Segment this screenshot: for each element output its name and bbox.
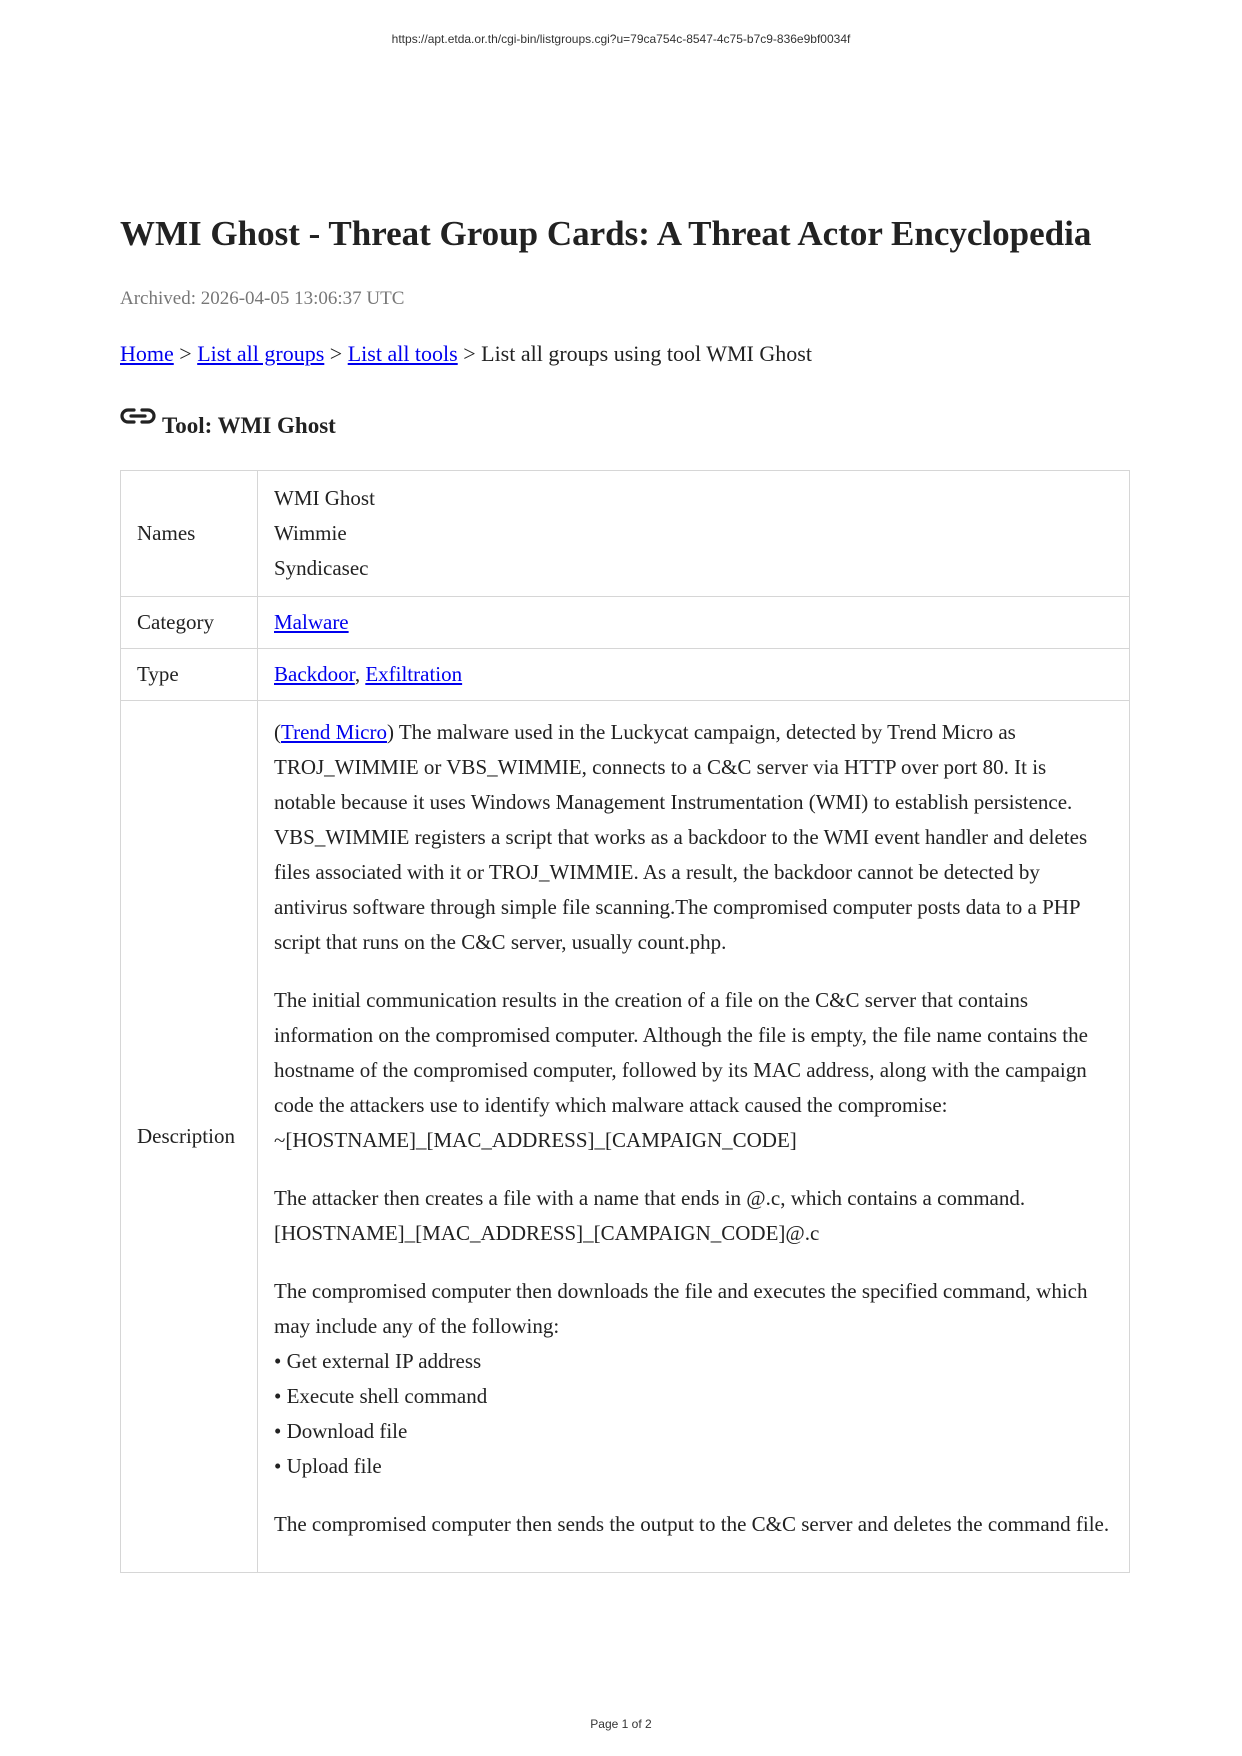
description-paragraph <box>274 1274 1113 1484</box>
type-value <box>258 649 1130 701</box>
type-exfiltration-link[interactable]: Exfiltration <box>365 662 463 686</box>
description-label: Description <box>121 701 258 1573</box>
breadcrumb-home-link[interactable]: Home <box>120 341 174 366</box>
names-value <box>258 471 1130 597</box>
tool-title: Tool: WMI Ghost <box>162 413 336 438</box>
bullet-item: • Download file <box>274 1419 408 1443</box>
breadcrumb-groups-link[interactable]: List all groups <box>197 341 325 366</box>
tool-heading <box>120 404 336 440</box>
print-header-url: https://apt.etda.or.th/cgi-bin/listgroups.cgi?u=79ca754c-8547-4c75-b7c9-836e9bf0034f <box>391 32 851 46</box>
description-text: The attacker then creates a file with a name that ends in @.c, which contains a command. <box>274 1186 1026 1210</box>
description-code: ~[HOSTNAME]_[MAC_ADDRESS]_[CAMPAIGN_CODE] <box>274 1128 797 1152</box>
page-number: Page 1 of 2 <box>590 1717 652 1731</box>
name-item: Wimmie <box>274 521 347 545</box>
description-value <box>258 701 1130 1573</box>
description-paragraph <box>274 983 1113 1158</box>
breadcrumb-tools-link[interactable]: List all tools <box>347 341 458 366</box>
category-value <box>258 597 1130 649</box>
table-row-names <box>121 471 1130 597</box>
link-icon <box>120 404 156 428</box>
description-text: ) The malware used in the Luckycat campaign, detected by Trend Micro as TROJ_WIMMIE or VBS_WIMMIE, connects to a C&C server via HTTP over port 80. It is notable because it uses Windows Management Instrumentation (WMI) to establish persistence. VBS_WIMMIE registers a script that works as a backdoor to the WMI event handler and deletes files associated with it or TROJ_WIMMIE. As a result, the backdoor cannot be detected by antivirus software through simple file scanning.The compromised computer posts data to a PHP script that runs on the C&C server, usually count.php. <box>274 720 1088 954</box>
archived-timestamp: Archived: 2026-04-05 13:06:37 UTC <box>120 288 405 309</box>
category-label: Category <box>121 597 258 649</box>
breadcrumb-separator: > <box>173 341 198 366</box>
breadcrumb-separator: > <box>324 341 348 366</box>
table-row-description <box>121 701 1130 1573</box>
bullet-item: • Execute shell command <box>274 1384 488 1408</box>
description-paragraph <box>274 1507 1113 1542</box>
type-separator: , <box>354 662 366 686</box>
bullet-item: • Upload file <box>274 1454 382 1478</box>
page-title: WMI Ghost - Threat Group Cards: A Threat Actor Encyclopedia <box>120 214 1092 253</box>
bullet-item: • Get external IP address <box>274 1349 482 1373</box>
table-row-type <box>121 649 1130 701</box>
category-malware-link[interactable]: Malware <box>274 610 349 634</box>
description-code: [HOSTNAME]_[MAC_ADDRESS]_[CAMPAIGN_CODE]@.c <box>274 1221 820 1245</box>
breadcrumb-current: > List all groups using tool WMI Ghost <box>457 341 812 366</box>
trend-micro-link[interactable]: Trend Micro <box>281 720 387 744</box>
type-backdoor-link[interactable]: Backdoor <box>274 662 355 686</box>
tool-info-table <box>120 470 1130 1573</box>
table-row-category <box>121 597 1130 649</box>
description-paragraph <box>274 715 1113 960</box>
description-text: The compromised computer then downloads the file and executes the specified command, which may include any of the following: <box>274 1279 1088 1338</box>
description-paragraph <box>274 1181 1113 1251</box>
paren-open: ( <box>274 720 281 744</box>
breadcrumb <box>120 340 812 368</box>
type-label: Type <box>121 649 258 701</box>
name-item: WMI Ghost <box>274 486 375 510</box>
description-text: The compromised computer then sends the output to the C&C server and deletes the command file. <box>274 1512 1110 1536</box>
name-item: Syndicasec <box>274 556 369 580</box>
names-label: Names <box>121 471 258 597</box>
description-text: The initial communication results in the creation of a file on the C&C server that contains information on the compromised computer. Although the file is empty, the file name contains the hostname of the compromised computer, followed by its MAC address, along with the campaign code the attackers use to identify which malware attack caused the compromise: <box>274 988 1088 1117</box>
